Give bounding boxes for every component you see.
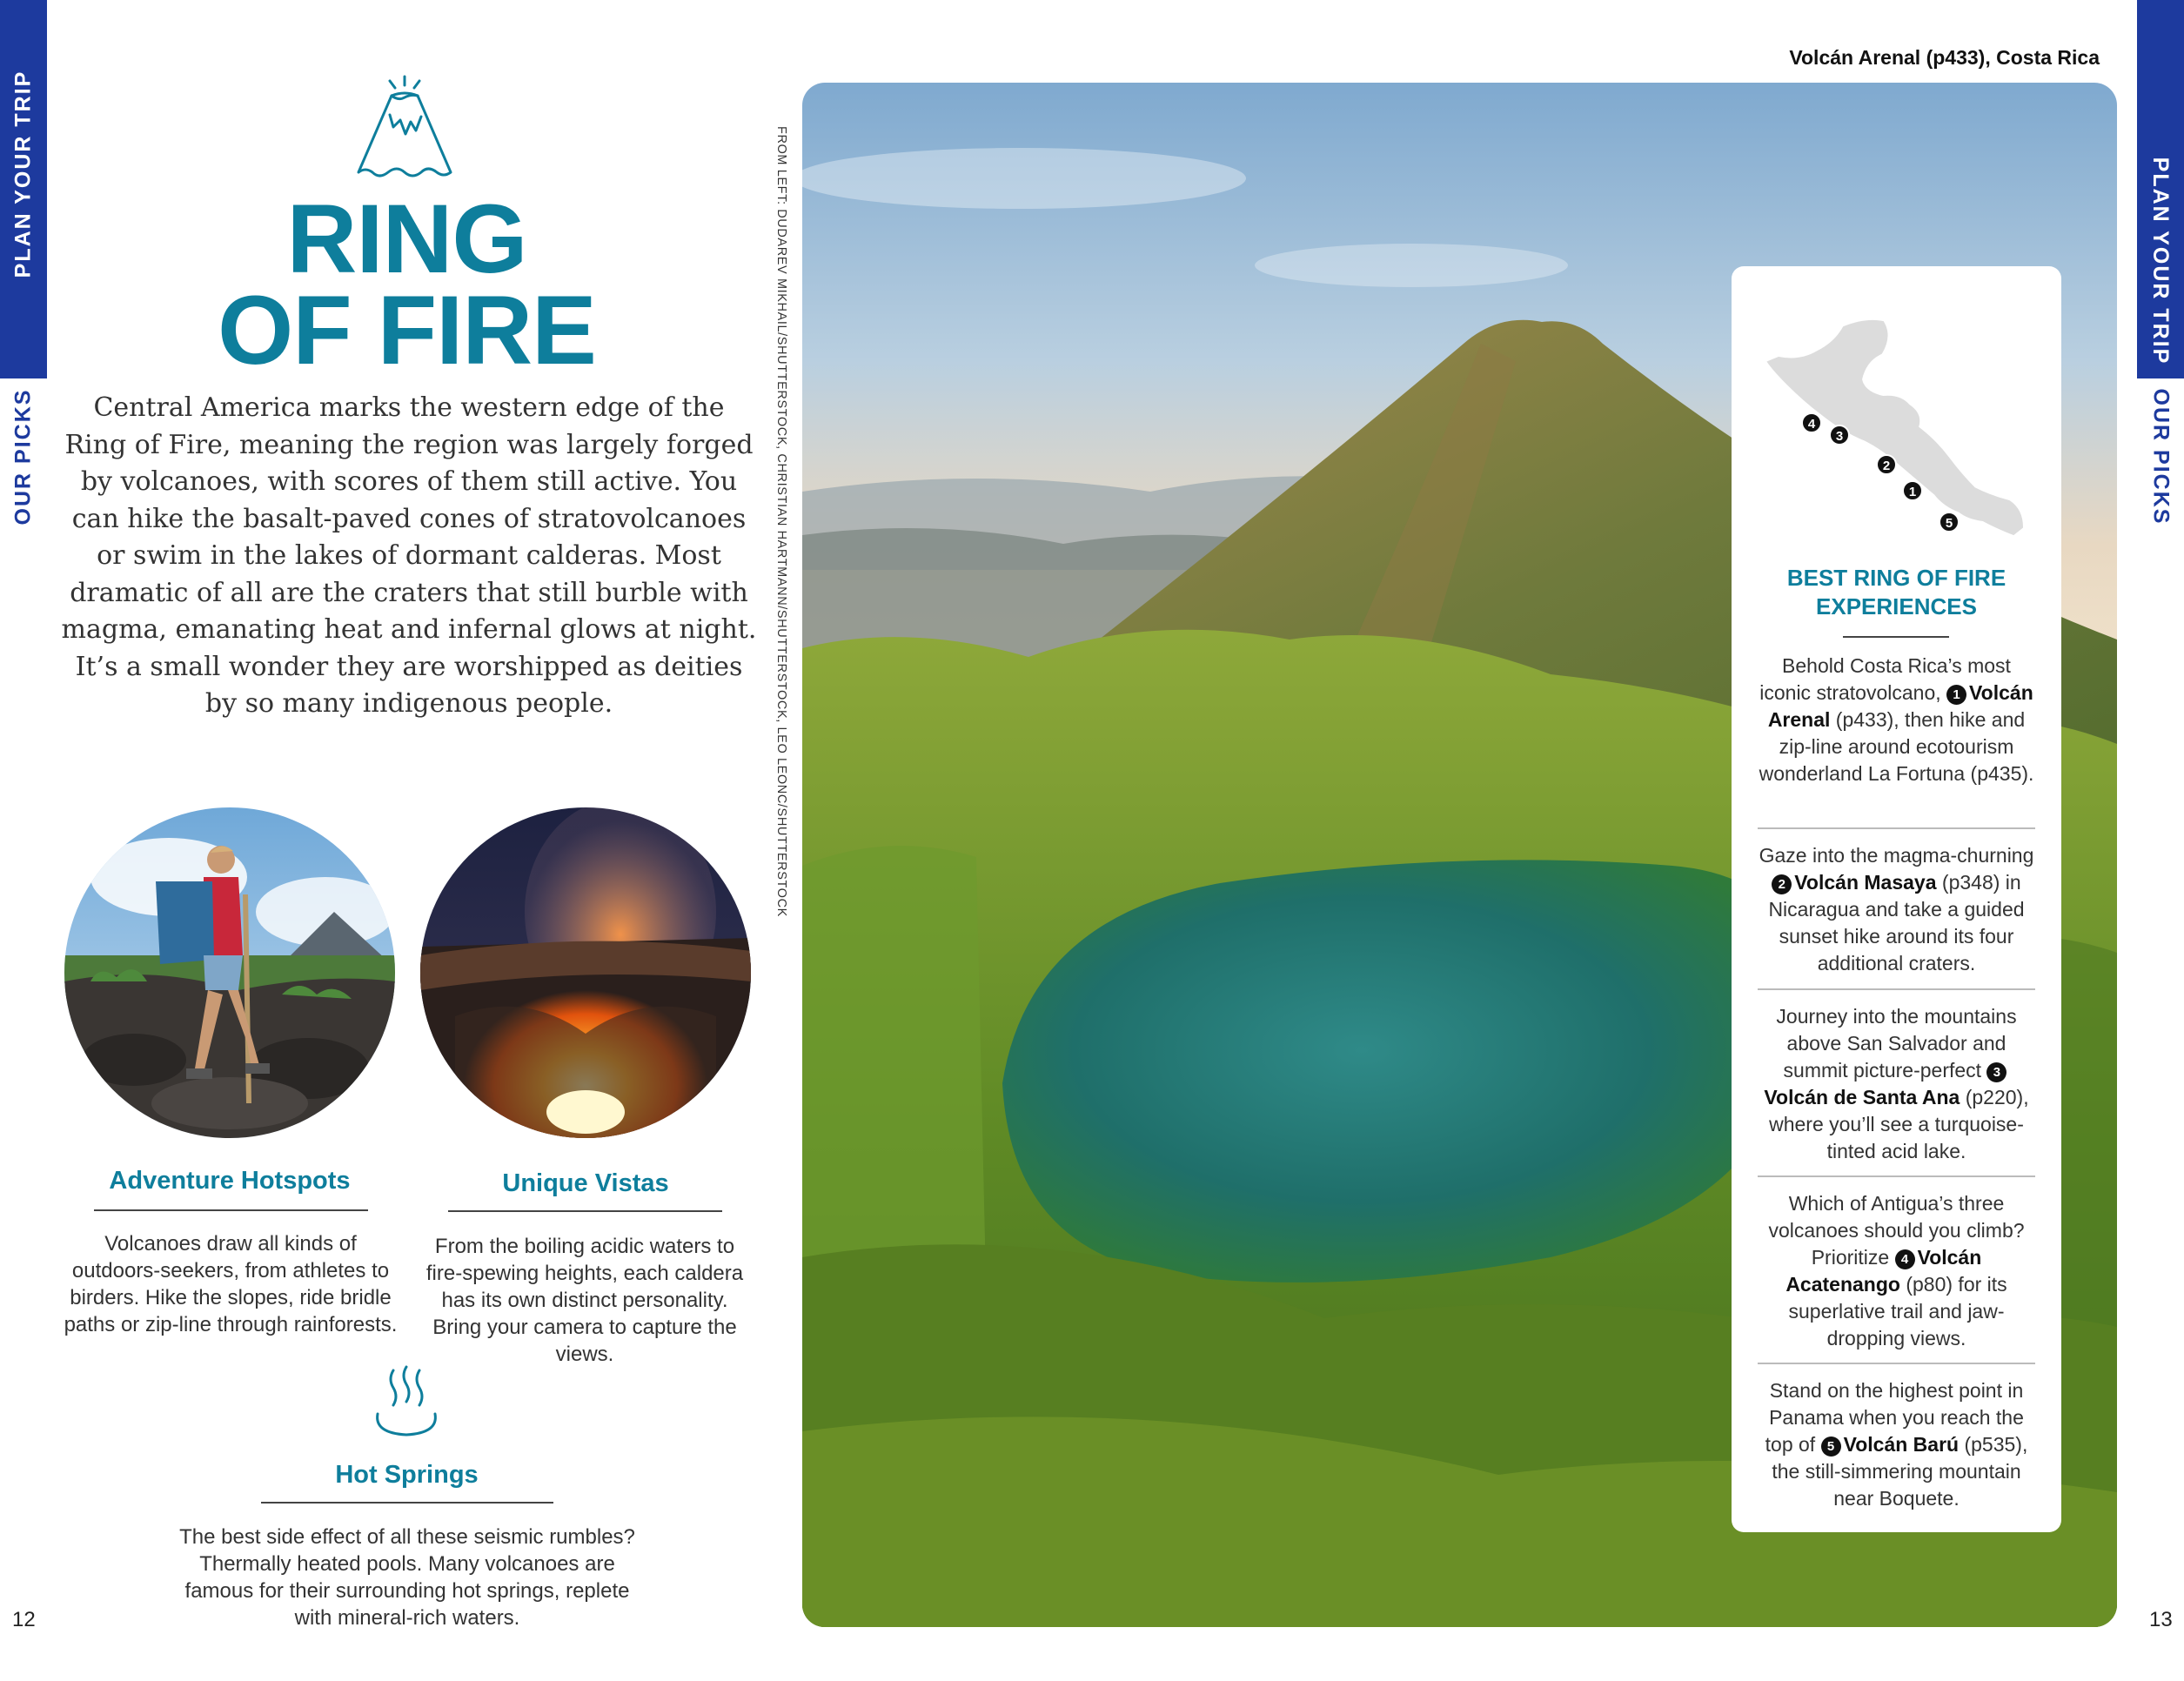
page-number-right: 13 — [2149, 1608, 2173, 1631]
volcano-icon — [348, 70, 461, 183]
feature-rule-hot-springs — [261, 1502, 553, 1504]
best-experiences-card — [1732, 266, 2061, 1532]
intro-paragraph: Central America marks the western edge of the Ring of Fire, meaning the region was largely forged by volcanoes, with scores of them still active. You can hike the basalt-paved cones of stratovolcanoes or swim in the lakes of dormant calderas. Most dramatic of all are the craters that still burble with magma, emanating heat and infernal glows at night. It’s a small wonder they are worshipped as deities by so many indigenous people. — [61, 392, 757, 719]
experience-item: Gaze into the magma-churning 2 Volcán Masaya (p348) in Nicaragua and take a guided sunset hike around its four additional craters. — [1759, 844, 2034, 974]
feature-heading-vistas: Unique Vistas — [502, 1169, 669, 1197]
title-line-2: OF FIRE — [218, 276, 596, 385]
card-separator — [1758, 1175, 2035, 1177]
hiker-photo — [64, 807, 395, 1138]
map-marker-5: 5 — [1939, 512, 1960, 532]
photo-credit: FROM LEFT: DUDAREV MIKHAIL/SHUTTERSTOCK, CHRISTIAN HARTMANN/SHUTTERSTOCK, LEO LEONC/SHUTTERSTOCK — [774, 126, 788, 917]
feature-rule-adventure — [94, 1209, 368, 1211]
feature-rule-vistas — [448, 1210, 722, 1212]
feature-heading-hot-springs: Hot Springs — [335, 1461, 479, 1489]
feature-body-adventure: Volcanoes draw all kinds of outdoors-seekers, from athletes to birders. Hike the slopes, ride bridle paths or zip-line through rainforests. — [64, 1232, 398, 1336]
feature-body-hot-springs: The best side effect of all these seismic rumbles? Thermally heated pools. Many volcanoes are famous for their surrounding hot springs, replete with mineral-rich waters. — [179, 1525, 635, 1630]
central-america-map — [1761, 310, 2031, 553]
map-marker-1: 1 — [1902, 480, 1923, 501]
number-badge: 4 — [1895, 1249, 1915, 1269]
map-marker-3: 3 — [1829, 425, 1850, 445]
card-separator — [1758, 988, 2035, 990]
side-tab-left-section: OUR PICKS — [10, 388, 36, 526]
side-tab-right-label: PLAN YOUR TRIP — [2148, 157, 2174, 365]
page-title — [131, 184, 683, 385]
card-separator — [1758, 827, 2035, 829]
number-badge: 5 — [1821, 1437, 1841, 1457]
experience-item: Which of Antigua’s three volcanoes should you climb? Prioritize 4 Volcán Acatenango (p80) for its superlative trail and jaw-dropping views. — [1768, 1192, 2025, 1349]
title-line-1: RING — [286, 184, 527, 293]
card-title-rule — [1843, 636, 1949, 638]
hot-springs-icon — [365, 1362, 448, 1444]
number-badge: 3 — [1986, 1062, 2006, 1082]
map-marker-2: 2 — [1876, 454, 1897, 475]
feature-heading-adventure: Adventure Hotspots — [109, 1167, 351, 1195]
side-tab-left-label: PLAN YOUR TRIP — [10, 70, 36, 278]
number-badge: 2 — [1772, 874, 1792, 894]
card-separator — [1758, 1363, 2035, 1364]
page-number-left: 12 — [12, 1608, 36, 1631]
experience-item: Journey into the mountains above San Salvador and summit picture-perfect 3Volcán de Santa Ana (p220), where you’ll see a turquoise-tinted acid lake. — [1764, 1005, 2029, 1162]
photo-caption: Volcán Arenal (p433), Costa Rica — [1789, 46, 2100, 69]
map-marker-4: 4 — [1801, 412, 1822, 433]
number-badge: 1 — [1946, 685, 1966, 705]
experience-item: Behold Costa Rica’s most iconic stratovolcano, 1 Volcán Arenal (p433), then hike and zip-line around ecotourism wonderland La Fortuna (p435). — [1759, 654, 2034, 785]
experience-item: Stand on the highest point in Panama when you reach the top of 5 Volcán Barú (p535), the still-simmering mountain near Boquete. — [1765, 1379, 2028, 1510]
lava-crater-photo — [420, 807, 751, 1138]
card-title: BEST RING OF FIRE EXPERIENCES — [1786, 565, 2006, 619]
side-tab-right-section: OUR PICKS — [2148, 388, 2174, 526]
feature-body-vistas: From the boiling acidic waters to fire-spewing heights, each caldera has its own distinct personality. Bring your camera to capture the views. — [425, 1235, 744, 1366]
